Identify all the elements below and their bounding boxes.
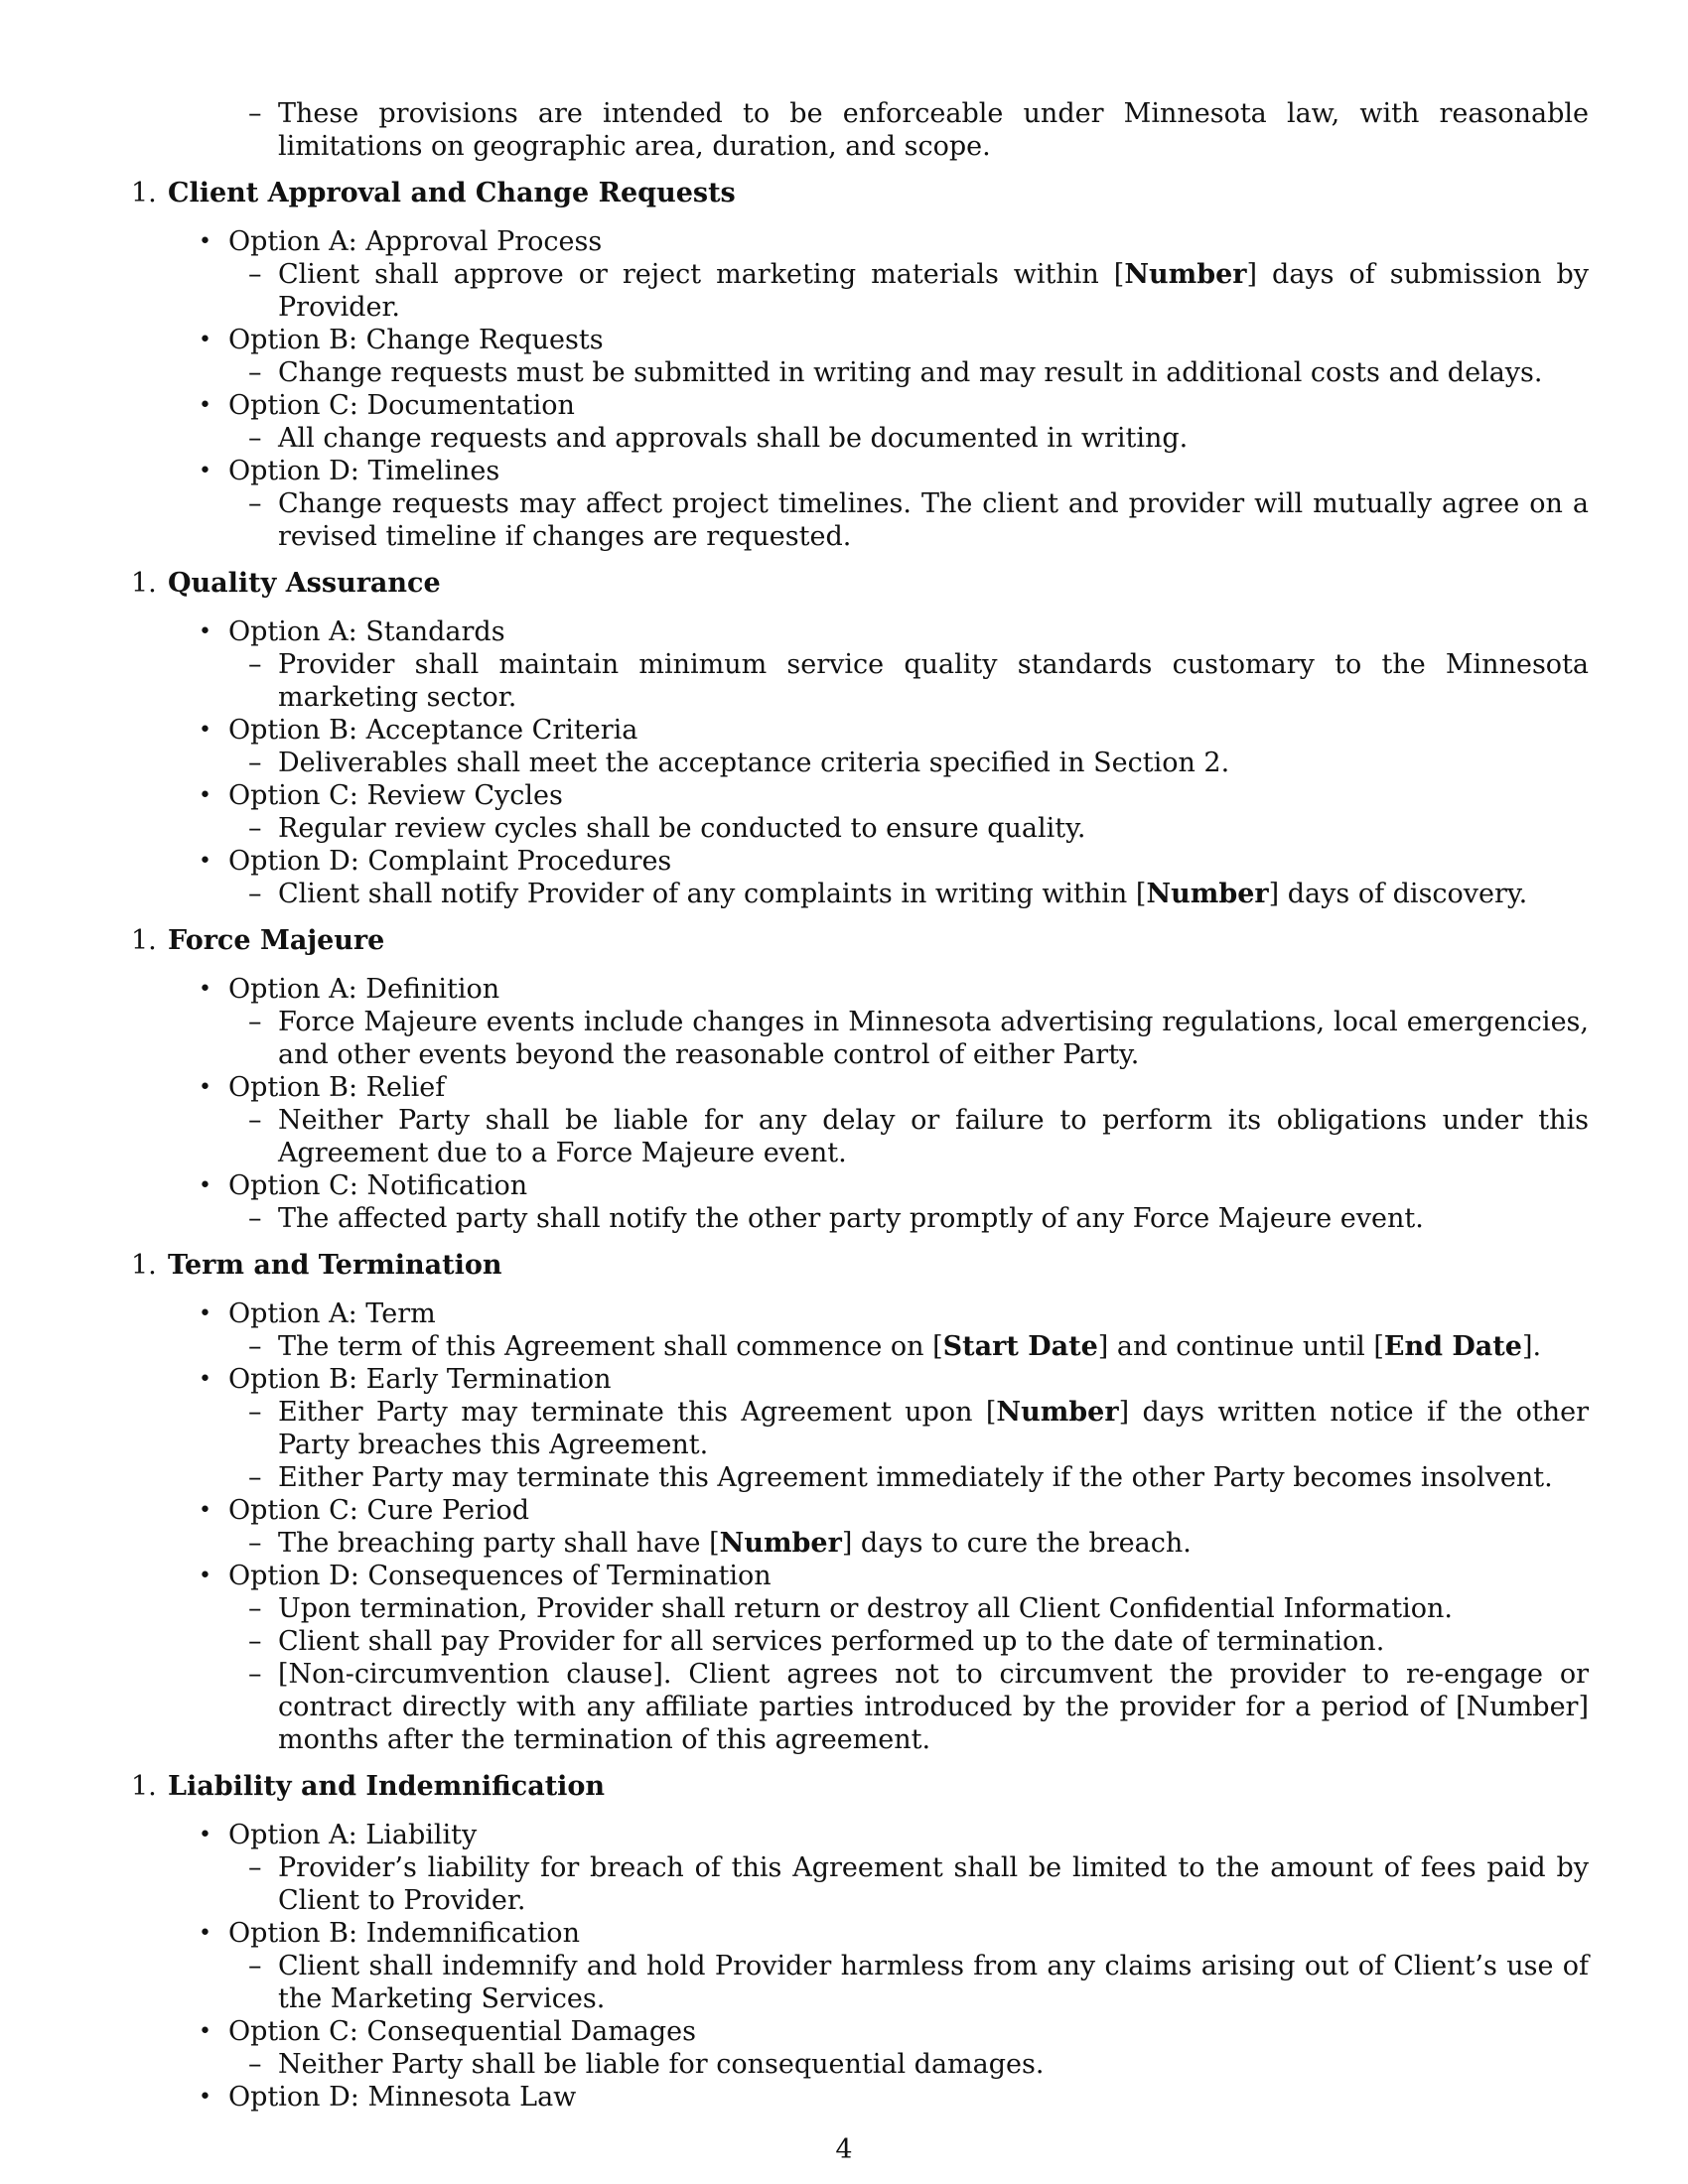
- option-item: [131, 1917, 1589, 1950]
- option-item: [131, 845, 1589, 878]
- bullet-icon: •: [199, 1823, 211, 1847]
- clause-text: Deliverables shall meet the acceptance criteria specified in Section 2.: [278, 748, 1230, 778]
- bullet-icon: •: [199, 1075, 211, 1100]
- clause-text: Client shall approve or reject marketing materials within [: [278, 259, 1125, 290]
- bullet-icon: •: [199, 2085, 211, 2110]
- dash-marker: –: [248, 357, 262, 388]
- clause-item: [131, 356, 1589, 389]
- option-item: [131, 225, 1589, 258]
- clause-item: [131, 1950, 1589, 2015]
- dash-marker: –: [248, 1105, 262, 1136]
- bullet-icon: •: [199, 1498, 211, 1523]
- option-item: [131, 2081, 1589, 2114]
- bullet-icon: •: [199, 328, 211, 352]
- clause-text: ] days written notice if the other Party breaches this Agreement.: [278, 1397, 1589, 1460]
- clause-text: The affected party shall notify the other party promptly of any Force Majeure event.: [278, 1203, 1424, 1234]
- option-item: [131, 1560, 1589, 1592]
- clause-text: The breaching party shall have [: [278, 1528, 720, 1559]
- clause-text: ] and continue until [: [1097, 1331, 1384, 1362]
- clause-text: All change requests and approvals shall be documented in writing.: [278, 423, 1189, 454]
- intro-text: These provisions are intended to be enforceable under Minnesota law, with reasonable limitations on geographic area, duration, and scope.: [278, 98, 1589, 162]
- section: [131, 924, 1589, 1235]
- section-number: 1.: [131, 568, 157, 599]
- placeholder-field: Start Date: [942, 1331, 1098, 1362]
- clause-text: Change requests may affect project timelines. The client and provider will mutually agree on a revised timeline if changes are requested.: [278, 488, 1589, 552]
- option-label: Option A: Liability: [228, 1820, 478, 1850]
- bullet-icon: •: [199, 849, 211, 874]
- page-number: 4: [835, 2134, 853, 2165]
- option-item: [131, 779, 1589, 812]
- placeholder-field: Number: [1146, 879, 1269, 909]
- option-item: [131, 1169, 1589, 1202]
- section-title: Client Approval and Change Requests: [168, 178, 736, 208]
- placeholder-field: Number: [1124, 259, 1247, 290]
- section-title: Quality Assurance: [168, 568, 441, 599]
- option-item: [131, 615, 1589, 648]
- bullet-icon: •: [199, 229, 211, 254]
- dash-marker: –: [248, 1528, 262, 1559]
- section-heading: [131, 1249, 1589, 1282]
- clause-item: [131, 1461, 1589, 1494]
- section-title: Liability and Indemnification: [168, 1771, 606, 1802]
- clause-item: [131, 747, 1589, 779]
- option-label: Option C: Documentation: [228, 390, 575, 421]
- section-heading: [131, 924, 1589, 957]
- bullet-icon: •: [199, 459, 211, 483]
- clause-item: [131, 1006, 1589, 1071]
- sections-container: [131, 177, 1589, 2114]
- option-item: [131, 1363, 1589, 1396]
- bullet-icon: •: [199, 718, 211, 743]
- bullet-icon: •: [199, 783, 211, 808]
- clause-text: Neither Party shall be liable for consequential damages.: [278, 2049, 1045, 2080]
- clause-item: [131, 487, 1589, 553]
- clause-text: Upon termination, Provider shall return or destroy all Client Confidential Information.: [278, 1593, 1453, 1624]
- clause-text: ] days of discovery.: [1268, 879, 1528, 909]
- dash-marker: –: [248, 1951, 262, 1981]
- dash-marker: –: [248, 2049, 262, 2080]
- option-label: Option D: Minnesota Law: [228, 2082, 577, 2113]
- bullet-icon: •: [199, 1564, 211, 1588]
- clause-text: Client shall indemnify and hold Provider harmless from any claims arising out of Client’s use of the Marketing Services.: [278, 1951, 1589, 2014]
- section-number: 1.: [131, 1771, 157, 1802]
- dash-marker: –: [248, 1462, 262, 1493]
- clause-item: [131, 1592, 1589, 1625]
- option-item: [131, 1819, 1589, 1851]
- option-label: Option A: Definition: [228, 974, 500, 1005]
- bullet-icon: •: [199, 393, 211, 418]
- clause-item: [131, 812, 1589, 845]
- clause-item: [131, 1527, 1589, 1560]
- dash-marker: –: [248, 1659, 262, 1690]
- option-label: Option A: Standards: [228, 616, 505, 647]
- option-label: Option D: Timelines: [228, 456, 500, 486]
- option-item: [131, 714, 1589, 747]
- clause-text: Regular review cycles shall be conducted to ensure quality.: [278, 813, 1086, 844]
- section-number: 1.: [131, 1250, 157, 1281]
- placeholder-field: End Date: [1383, 1331, 1522, 1362]
- option-label: Option B: Change Requests: [228, 325, 604, 355]
- option-label: Option B: Acceptance Criteria: [228, 715, 638, 746]
- clause-item: [131, 422, 1589, 455]
- clause-text: ] days to cure the breach.: [841, 1528, 1192, 1559]
- clause-item: [131, 1625, 1589, 1658]
- option-item: [131, 1071, 1589, 1104]
- clause-text: ].: [1521, 1331, 1542, 1362]
- section-number: 1.: [131, 925, 157, 956]
- section: [131, 1770, 1589, 2114]
- option-label: Option A: Term: [228, 1298, 436, 1329]
- clause-text: Either Party may terminate this Agreement upon [: [278, 1397, 997, 1428]
- clause-text: Client shall pay Provider for all services performed up to the date of termination.: [278, 1626, 1385, 1657]
- placeholder-field: Number: [996, 1397, 1119, 1428]
- clause-item: [131, 1396, 1589, 1461]
- section-title: Term and Termination: [168, 1250, 502, 1281]
- option-label: Option C: Cure Period: [228, 1495, 529, 1526]
- dash-marker: –: [248, 813, 262, 844]
- clause-text: Provider shall maintain minimum service quality standards customary to the Minnesota marketing sector.: [278, 649, 1589, 713]
- bullet-icon: •: [199, 977, 211, 1002]
- clause-text: Force Majeure events include changes in Minnesota advertising regulations, local emergencies, and other events beyond the reasonable control of either Party.: [278, 1007, 1589, 1070]
- clause-item: [131, 1104, 1589, 1169]
- clause-item: [131, 1851, 1589, 1917]
- clause-text: [Non-circumvention clause]. Client agrees not to circumvent the provider to re-engage or contract directly with any affiliate parties introduced by the provider for a period of [Number] months after the termination of this agreement.: [278, 1659, 1589, 1755]
- dash-marker: –: [248, 1203, 262, 1234]
- placeholder-field: Number: [719, 1528, 842, 1559]
- option-item: [131, 1494, 1589, 1527]
- clause-item: [131, 1658, 1589, 1756]
- clause-text: The term of this Agreement shall commence on [: [278, 1331, 943, 1362]
- section: [131, 177, 1589, 553]
- dash-marker: –: [248, 1626, 262, 1657]
- clause-item: [131, 258, 1589, 324]
- option-label: Option B: Indemnification: [228, 1918, 580, 1949]
- clause-item: [131, 878, 1589, 910]
- dash-marker: –: [248, 1397, 262, 1428]
- option-label: Option C: Consequential Damages: [228, 2016, 697, 2047]
- dash-marker: –: [248, 1007, 262, 1037]
- dash-marker: –: [248, 488, 262, 519]
- section-heading: [131, 1770, 1589, 1803]
- bullet-icon: •: [199, 1173, 211, 1198]
- option-label: Option D: Consequences of Termination: [228, 1561, 772, 1591]
- section: [131, 567, 1589, 910]
- option-item: [131, 1297, 1589, 1330]
- option-label: Option B: Relief: [228, 1072, 446, 1103]
- document-page: [131, 97, 1589, 2114]
- dash-marker: –: [248, 259, 262, 290]
- section-number: 1.: [131, 178, 157, 208]
- dash-marker: –: [248, 1593, 262, 1624]
- section: [131, 1249, 1589, 1756]
- bullet-icon: •: [199, 619, 211, 644]
- option-item: [131, 2015, 1589, 2048]
- intro-item: [131, 97, 1589, 163]
- clause-text: Provider’s liability for breach of this Agreement shall be limited to the amount of fees paid by Client to Provider.: [278, 1852, 1589, 1916]
- option-item: [131, 389, 1589, 422]
- dash-marker: –: [248, 748, 262, 778]
- clause-text: Either Party may terminate this Agreement immediately if the other Party becomes insolvent.: [278, 1462, 1553, 1493]
- clause-item: [131, 1330, 1589, 1363]
- bullet-icon: •: [199, 1921, 211, 1946]
- bullet-icon: •: [199, 1301, 211, 1326]
- clause-item: [131, 1202, 1589, 1235]
- clause-text: Change requests must be submitted in writing and may result in additional costs and delays.: [278, 357, 1543, 388]
- dash-marker: –: [248, 649, 262, 680]
- option-item: [131, 973, 1589, 1006]
- dash-marker: –: [248, 879, 262, 909]
- option-label: Option A: Approval Process: [228, 226, 603, 257]
- clause-text: Neither Party shall be liable for any delay or failure to perform its obligations under this Agreement due to a Force Majeure event.: [278, 1105, 1589, 1168]
- clause-item: [131, 648, 1589, 714]
- bullet-icon: •: [199, 1367, 211, 1392]
- option-label: Option D: Complaint Procedures: [228, 846, 672, 877]
- clause-item: [131, 2048, 1589, 2081]
- option-label: Option C: Notification: [228, 1170, 528, 1201]
- section-heading: [131, 567, 1589, 600]
- option-item: [131, 455, 1589, 487]
- clause-text: ] days of submission by Provider.: [278, 259, 1590, 323]
- section-title: Force Majeure: [168, 925, 385, 956]
- dash-marker: –: [248, 98, 262, 129]
- option-label: Option C: Review Cycles: [228, 780, 563, 811]
- option-item: [131, 324, 1589, 356]
- dash-marker: –: [248, 1331, 262, 1362]
- section-heading: [131, 177, 1589, 209]
- clause-text: Client shall notify Provider of any complaints in writing within [: [278, 879, 1147, 909]
- bullet-icon: •: [199, 2019, 211, 2044]
- dash-marker: –: [248, 1852, 262, 1883]
- dash-marker: –: [248, 423, 262, 454]
- option-label: Option B: Early Termination: [228, 1364, 612, 1395]
